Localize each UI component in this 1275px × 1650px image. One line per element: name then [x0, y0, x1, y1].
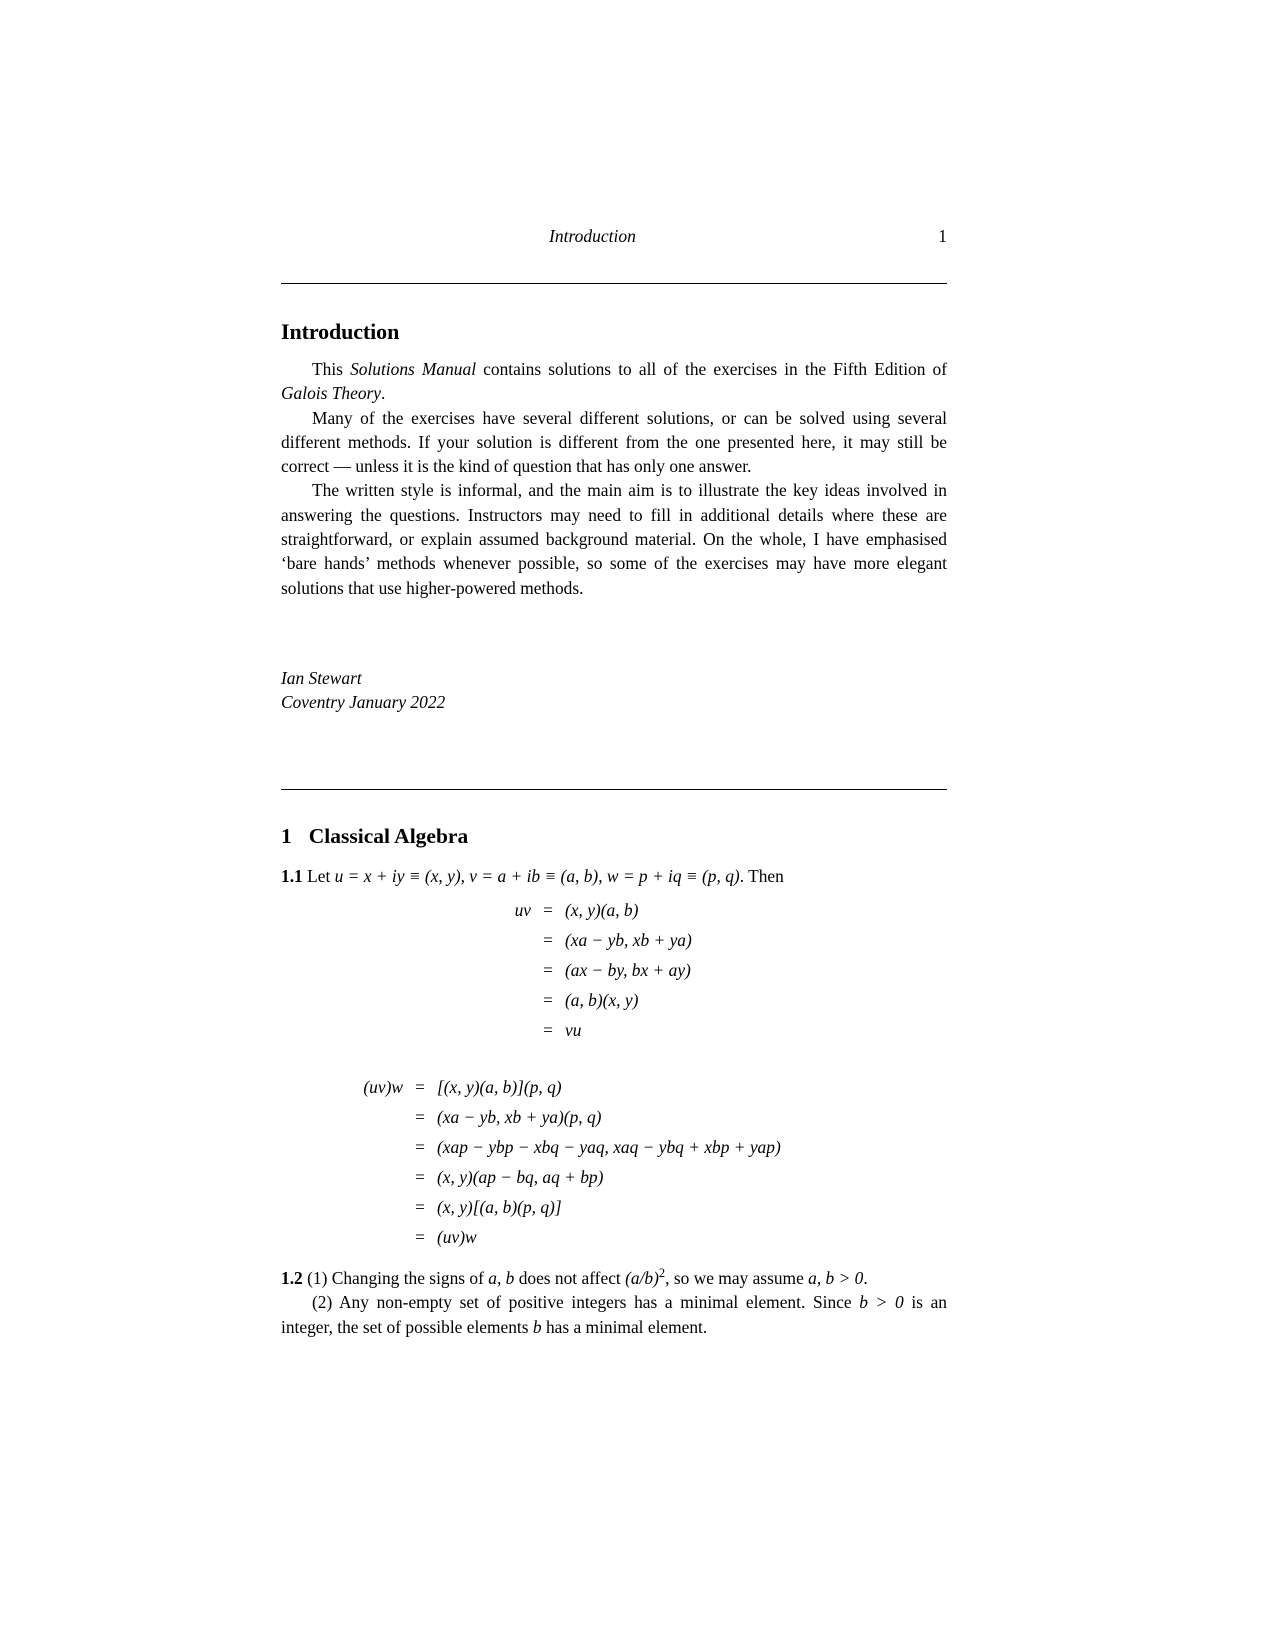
equation-block-uv [281, 900, 947, 1050]
signature-block [281, 667, 445, 714]
equation-rhs: (xap − ybp − xbq − yaq, xaq − ybq + xbp + yap) [437, 1137, 781, 1157]
equation-rhs: (ax − by, bx + ay) [565, 960, 691, 980]
equation-row [281, 1137, 947, 1167]
author-name: Ian Stewart [281, 668, 362, 688]
header-divider-rule [281, 283, 947, 284]
page-number: 1 [938, 226, 947, 246]
equation-lhs: (uv)w [363, 1077, 403, 1097]
equation-relation: = [415, 1107, 425, 1127]
equation-rhs: (x, y)(ap − bq, aq + bp) [437, 1167, 604, 1187]
exercise-1-2-p1-text-c: , so we may assume [665, 1268, 809, 1288]
intro-p1-text-c: . [381, 383, 386, 404]
chapter-title: Classical Algebra [308, 824, 469, 848]
equation-relation: = [415, 1167, 425, 1187]
chapter-number: 1 [281, 824, 292, 848]
exercise-1-2-p1-math-3: a, b > 0 [808, 1268, 864, 1288]
equation-row [281, 900, 947, 930]
exercise-1-2-p1-math-1: a, b [488, 1268, 515, 1288]
equation-row [281, 990, 947, 1020]
running-header [281, 226, 947, 247]
equation-rhs: (a, b)(x, y) [565, 990, 639, 1010]
intro-p1-italic-galois-theory: Galois Theory [281, 383, 381, 404]
equation-rhs: vu [565, 1020, 582, 1040]
exercise-1-2-p1-text-b: does not affect [514, 1268, 626, 1288]
equation-rhs: (x, y)(a, b) [565, 900, 639, 920]
intro-p1-italic-solutions-manual: Solutions Manual [350, 359, 477, 379]
exercise-1-2-p1-exponent: 2 [658, 1266, 666, 1281]
equation-row [281, 1197, 947, 1227]
exercise-1-2-p2-math-2: b [532, 1316, 542, 1337]
equation-lhs: uv [514, 900, 531, 920]
equation-block-uvw [281, 1077, 947, 1257]
exercise-1-1-number: 1.1 [281, 866, 303, 886]
equation-row [281, 1167, 947, 1197]
equation-rhs: (xa − yb, xb + ya) [565, 930, 692, 950]
equation-row [281, 1227, 947, 1257]
equation-relation: = [415, 1077, 425, 1097]
equation-relation: = [543, 930, 553, 950]
equation-row [281, 1077, 947, 1107]
exercise-1-2-part-2 [281, 1290, 947, 1339]
intro-p1-text-b: contains solutions to all of the exercises in the Fifth Edition of [476, 359, 948, 379]
document-page [281, 0, 947, 1650]
exercise-1-1-statement [281, 864, 947, 888]
equation-row [281, 1107, 947, 1137]
exercise-1-1 [281, 864, 947, 888]
equation-relation: = [415, 1137, 425, 1157]
equation-row [281, 960, 947, 990]
intro-p1-text-a: This [312, 359, 351, 379]
equation-rhs: (x, y)[(a, b)(p, q)] [437, 1197, 562, 1217]
exercise-1-2-p2-text-b: is an integer, the set of possible elements [281, 1292, 947, 1337]
equation-rhs: (xa − yb, xb + ya)(p, q) [437, 1107, 602, 1127]
exercise-1-2-p1-math-2: (a/b) [625, 1268, 659, 1288]
exercise-1-2-number: 1.2 [281, 1268, 303, 1288]
equation-relation: = [543, 960, 553, 980]
intro-paragraph-3: The written style is informal, and the main aim is to illustrate the key ideas involved in answering the questions. Instructors may need to fill in additional details where these are straightforward, or explain assumed background material. On the whole, I have emphasised ‘bare hands’ methods whenever possible, so some of the exercises may have more elegant solutions that use higher-powered methods. [281, 480, 947, 598]
equation-rhs: [(x, y)(a, b)](p, q) [437, 1077, 562, 1097]
exercise-1-2 [281, 1266, 947, 1339]
exercise-1-2-p2-text-a: (2) Any non-empty set of positive integers has a minimal element. Since [312, 1292, 860, 1313]
exercise-1-2-p2-math-1: b > 0 [859, 1292, 904, 1313]
intro-paragraph-1 [281, 357, 947, 406]
exercise-1-1-lead-text: Let [307, 866, 335, 886]
running-header-title: Introduction [549, 226, 636, 246]
equation-relation: = [415, 1227, 425, 1247]
equation-rhs: (uv)w [437, 1227, 477, 1247]
exercise-1-1-trail-text: . Then [739, 866, 784, 886]
exercise-1-2-part-1 [281, 1266, 947, 1290]
chapter-heading [281, 824, 468, 849]
equation-relation: = [543, 990, 553, 1010]
exercise-1-1-inline-math: u = x + iy ≡ (x, y), v = a + ib ≡ (a, b), w = p + iq ≡ (p, q) [334, 866, 740, 886]
equation-row [281, 930, 947, 960]
equation-row [281, 1020, 947, 1050]
signature-place-date: Coventry January 2022 [281, 691, 446, 712]
introduction-body [281, 357, 947, 600]
exercise-1-2-p1-text-d: . [863, 1268, 868, 1288]
page-title: Introduction [281, 319, 400, 344]
equation-relation: = [543, 900, 553, 920]
equation-relation: = [543, 1020, 553, 1040]
section-divider-rule [281, 789, 947, 790]
exercise-1-2-p1-text-a: (1) Changing the signs of [307, 1268, 489, 1288]
intro-paragraph-2: Many of the exercises have several different solutions, or can be solved using several different methods. If your solution is different from the one presented here, it may still be correct — unless it is the kind of question that has only one answer. [281, 407, 947, 477]
equation-relation: = [415, 1197, 425, 1217]
exercise-1-2-p2-text-c: has a minimal element. [541, 1316, 708, 1337]
